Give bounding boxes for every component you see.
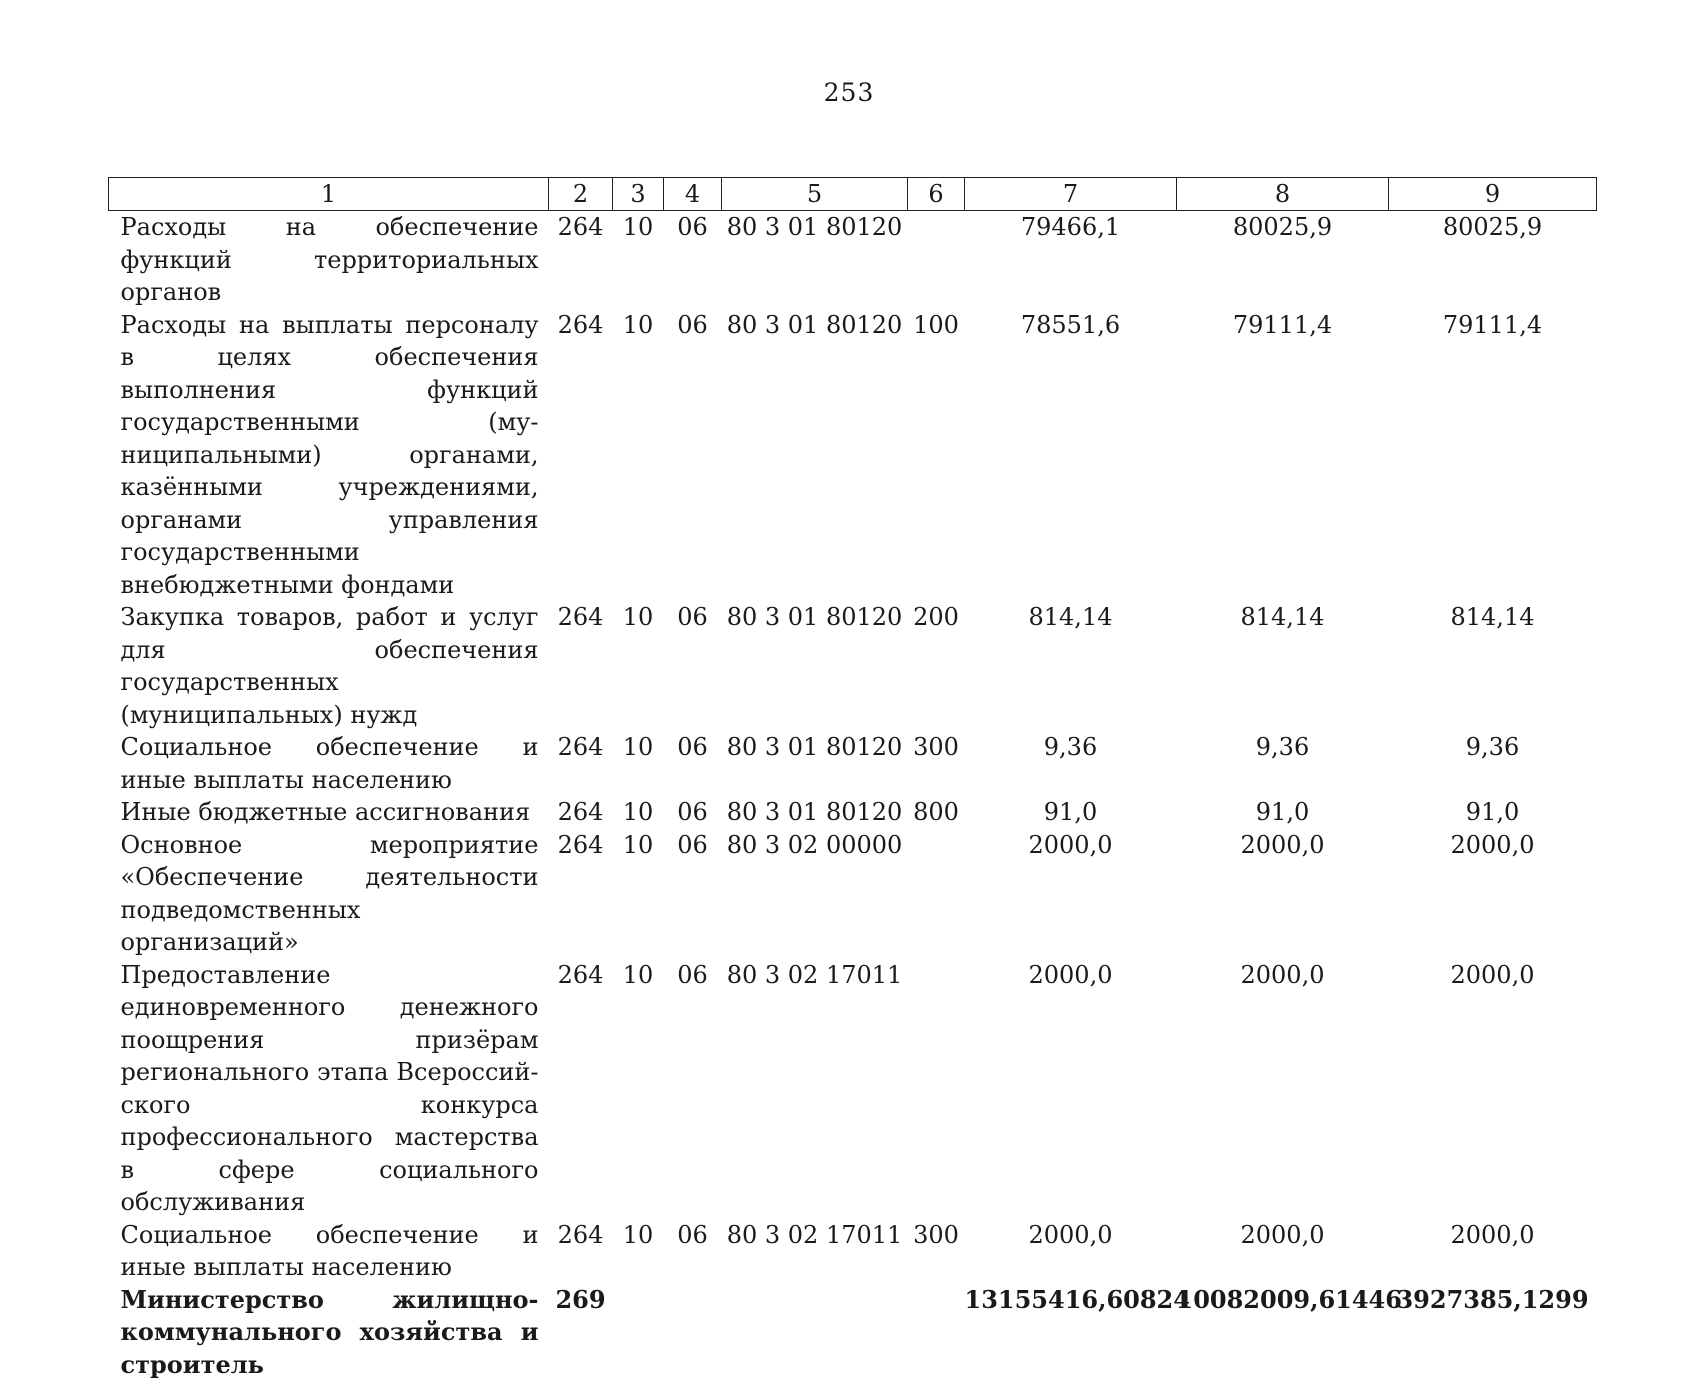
page-number: 253 [0, 78, 1698, 107]
cell-subsection: 06 [664, 829, 722, 959]
cell-subsection: 06 [664, 309, 722, 602]
cell-section: 10 [613, 959, 664, 1219]
cell-amount-col8: 2000,0 [1177, 829, 1389, 959]
cell-amount-col9: 2000,0 [1389, 959, 1597, 1219]
cell-target-article: 80 3 02 00000 [722, 829, 908, 959]
cell-subsection [664, 1284, 722, 1381]
cell-section: 10 [613, 309, 664, 602]
header-col-2: 2 [549, 178, 613, 211]
cell-expense-type: 800 [908, 796, 965, 829]
header-row [109, 178, 1597, 211]
cell-ministry-code: 264 [549, 829, 613, 959]
cell-description: Социальное обеспечение и иные выплаты населению [109, 1219, 549, 1284]
header-col-1: 1 [109, 178, 549, 211]
table-row [109, 309, 1597, 602]
cell-subsection: 06 [664, 796, 722, 829]
table-row [109, 796, 1597, 829]
cell-amount-col9: 2000,0 [1389, 1219, 1597, 1284]
cell-ministry-code: 264 [549, 1219, 613, 1284]
header-col-5: 5 [722, 178, 908, 211]
cell-subsection: 06 [664, 211, 722, 309]
cell-description: Основное мероприятие «Обеспечение деятельности подведомственных организаций» [109, 829, 549, 959]
cell-amount-col8: 2000,0 [1177, 959, 1389, 1219]
table-body [109, 211, 1597, 1381]
cell-section: 10 [613, 601, 664, 731]
cell-amount-col7: 2000,0 [965, 829, 1177, 959]
budget-table [108, 177, 1597, 1381]
table-row [109, 211, 1597, 309]
cell-target-article: 80 3 01 80120 [722, 211, 908, 309]
cell-subsection: 06 [664, 601, 722, 731]
header-col-3: 3 [613, 178, 664, 211]
table-row [109, 959, 1597, 1219]
cell-amount-col8: 10082009,61446 [1177, 1284, 1389, 1381]
table-row [109, 1284, 1597, 1381]
cell-ministry-code: 264 [549, 309, 613, 602]
cell-ministry-code: 264 [549, 959, 613, 1219]
cell-target-article: 80 3 01 80120 [722, 601, 908, 731]
cell-description: Закупка товаров, работ и услуг для обеспечения государственных (муниципальных) нужд [109, 601, 549, 731]
cell-amount-col7: 13155416,60824 [965, 1284, 1177, 1381]
cell-target-article: 80 3 01 80120 [722, 796, 908, 829]
cell-expense-type [908, 1284, 965, 1381]
table-row [109, 829, 1597, 959]
cell-amount-col7: 2000,0 [965, 1219, 1177, 1284]
cell-expense-type [908, 829, 965, 959]
cell-amount-col8: 814,14 [1177, 601, 1389, 731]
cell-amount-col9: 91,0 [1389, 796, 1597, 829]
header-col-8: 8 [1177, 178, 1389, 211]
cell-expense-type: 200 [908, 601, 965, 731]
header-col-7: 7 [965, 178, 1177, 211]
cell-description: Предоставление единовременного денежного поощрения призёрам регионального этапа Всероссийского конкурса профессионального мастерства в сфере социального обслуживания [109, 959, 549, 1219]
cell-amount-col9: 80025,9 [1389, 211, 1597, 309]
cell-ministry-code: 264 [549, 601, 613, 731]
cell-amount-col9: 2000,0 [1389, 829, 1597, 959]
cell-section: 10 [613, 731, 664, 796]
cell-subsection: 06 [664, 731, 722, 796]
table-row [109, 731, 1597, 796]
cell-subsection: 06 [664, 1219, 722, 1284]
table-header [109, 178, 1597, 211]
cell-target-article [722, 1284, 908, 1381]
table-row [109, 1219, 1597, 1284]
cell-amount-col8: 80025,9 [1177, 211, 1389, 309]
cell-section: 10 [613, 829, 664, 959]
cell-description: Расходы на обеспечение функций территориальных органов [109, 211, 549, 309]
cell-expense-type: 300 [908, 1219, 965, 1284]
cell-amount-col8: 9,36 [1177, 731, 1389, 796]
cell-section: 10 [613, 1219, 664, 1284]
cell-amount-col9: 79111,4 [1389, 309, 1597, 602]
cell-section: 10 [613, 211, 664, 309]
cell-expense-type [908, 959, 965, 1219]
cell-subsection: 06 [664, 959, 722, 1219]
header-col-4: 4 [664, 178, 722, 211]
cell-amount-col9: 3927385,1299 [1389, 1284, 1597, 1381]
cell-amount-col9: 814,14 [1389, 601, 1597, 731]
cell-target-article: 80 3 01 80120 [722, 731, 908, 796]
cell-expense-type: 100 [908, 309, 965, 602]
cell-amount-col7: 91,0 [965, 796, 1177, 829]
cell-description: Расходы на выплаты персоналу в целях обеспечения выполнения функций государственными (муниципальными) органами, казёнными учреждениями, органами управления государственными внебюджетными фондами [109, 309, 549, 602]
cell-description: Иные бюджетные ассигнования [109, 796, 549, 829]
header-col-6: 6 [908, 178, 965, 211]
cell-amount-col7: 9,36 [965, 731, 1177, 796]
cell-amount-col7: 814,14 [965, 601, 1177, 731]
cell-expense-type: 300 [908, 731, 965, 796]
cell-ministry-code: 269 [549, 1284, 613, 1381]
cell-description: Социальное обеспечение и иные выплаты населению [109, 731, 549, 796]
cell-amount-col8: 79111,4 [1177, 309, 1389, 602]
cell-target-article: 80 3 02 17011 [722, 1219, 908, 1284]
header-col-9: 9 [1389, 178, 1597, 211]
cell-ministry-code: 264 [549, 731, 613, 796]
cell-section: 10 [613, 796, 664, 829]
cell-amount-col7: 78551,6 [965, 309, 1177, 602]
cell-description: Министерство жилищно-коммунального хозяйства и строитель [109, 1284, 549, 1381]
cell-target-article: 80 3 02 17011 [722, 959, 908, 1219]
cell-amount-col7: 2000,0 [965, 959, 1177, 1219]
cell-section [613, 1284, 664, 1381]
cell-amount-col7: 79466,1 [965, 211, 1177, 309]
cell-ministry-code: 264 [549, 211, 613, 309]
cell-ministry-code: 264 [549, 796, 613, 829]
table-row [109, 601, 1597, 731]
cell-amount-col9: 9,36 [1389, 731, 1597, 796]
cell-expense-type [908, 211, 965, 309]
cell-amount-col8: 2000,0 [1177, 1219, 1389, 1284]
cell-target-article: 80 3 01 80120 [722, 309, 908, 602]
cell-amount-col8: 91,0 [1177, 796, 1389, 829]
